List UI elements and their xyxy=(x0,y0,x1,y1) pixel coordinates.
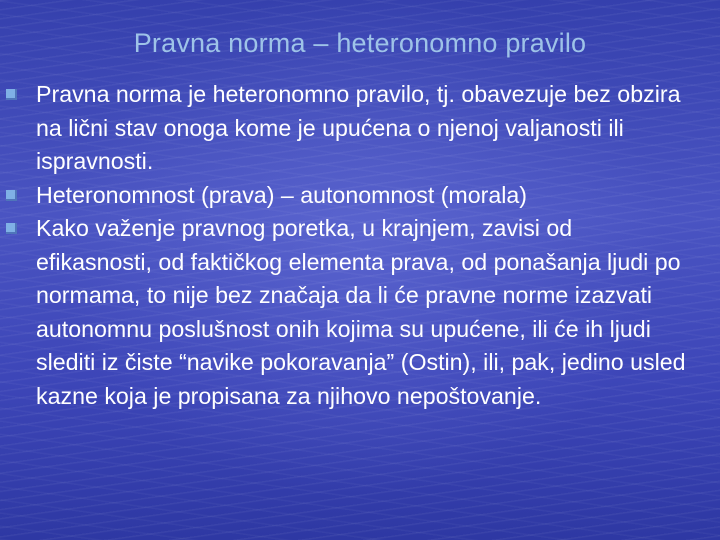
slide-title: Pravna norma – heteronomno pravilo xyxy=(133,28,587,58)
bullet-text: Heteronomnost (prava) – autonomnost (morala) xyxy=(36,181,528,208)
bullet-item-autonomy xyxy=(0,179,720,213)
bullet-list xyxy=(0,78,720,413)
bullet-item-heteronomy xyxy=(0,78,720,179)
square-bullet-icon xyxy=(6,190,17,201)
square-bullet-icon xyxy=(6,89,17,100)
bullet-text: Pravna norma je heteronomno pravilo, tj. obavezuje bez obzira na lični stav onoga kome je upućena o njenoj valjanosti ili ispravnosti. xyxy=(36,81,681,174)
square-bullet-icon xyxy=(6,223,17,234)
bullet-text: Kako važenje pravnog poretka, u krajnjem, zavisi od efikasnosti, od faktičkog elementa prava, od ponašanja ljudi po normama, to nije bez značaja da li će pravne norme izazvati autonomnu poslušnost onih kojima su upućene, ili će ih ljudi slediti iz čiste “navike pokoravanja” (Ostin), ili, pak, jedino usled kazne koja je propisana za njihovo nepoštovanje. xyxy=(36,215,686,409)
bullet-item-validity xyxy=(0,212,720,413)
